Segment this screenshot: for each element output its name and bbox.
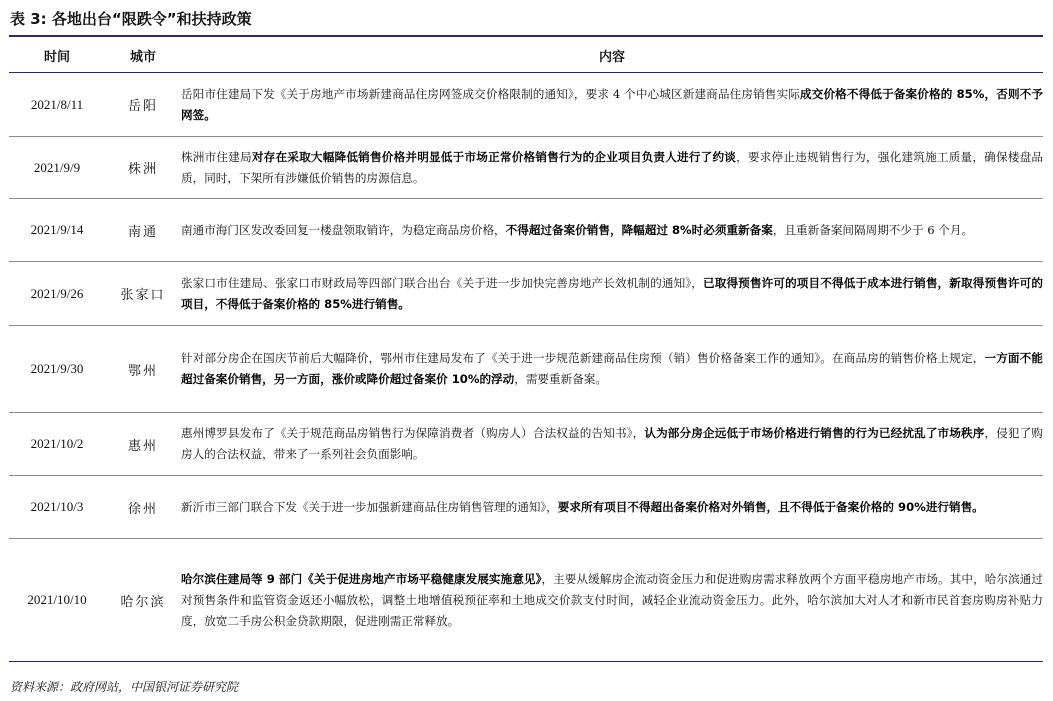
cell-date: 2021/10/10 (9, 539, 105, 662)
content-emphasis: 要求所有项目不得超出备案价格对外销售，且不得低于备案价格的 90%进行销售。 (557, 499, 984, 514)
table-row (9, 137, 1043, 199)
cell-city: 南通 (105, 199, 181, 262)
content-segment: ，主要从缓解房企流动资金压力和促进购房需求释放两个方面平稳房地产市场。其中，哈尔滨通过对预售条件和监管资金返还小幅放松，调整土地增值税预征率和土地成交价款支付时间，减轻企业流动资金压力。此外，哈尔滨加大对人才和新市民首套房购房补贴力度，放宽二手房公积金贷款期限，促进刚需正常释放。 (181, 571, 1043, 628)
table-body (9, 73, 1043, 662)
content-segment: ，且重新备案间隔周期不少于 6 个月。 (772, 222, 974, 237)
cell-city: 徐州 (105, 476, 181, 539)
content-text (181, 270, 1043, 318)
content-segment: 岳阳市住建局下发《关于房地产市场新建商品住房网签成交价格限制的通知》，要求 4 个中心城区新建商品住房销售实际 (181, 86, 800, 101)
policy-table (9, 38, 1043, 662)
content-text (181, 345, 1043, 393)
header-time: 时间 (9, 38, 105, 73)
content-emphasis: 一方面不能超过备案价销售，另一方面，涨价或降价超过备案价 10%的浮动 (181, 351, 1043, 386)
content-text (181, 494, 1043, 521)
content-emphasis: 成交价格不得低于备案价格的 85%，否则不予网签。 (181, 86, 1043, 122)
cell-content (181, 413, 1043, 476)
content-emphasis: 已取得预售许可的项目不得低于成本进行销售，新取得预售许可的项目，不得低于备案价格的 85%进行销售。 (181, 275, 1043, 311)
cell-date: 2021/9/9 (9, 137, 105, 199)
content-segment: ，需要重新备案。 (514, 372, 607, 386)
content-text (181, 566, 1043, 635)
cell-city: 鄂州 (105, 326, 181, 413)
table-row (9, 73, 1043, 137)
table-row (9, 262, 1043, 326)
table-row (9, 413, 1043, 476)
content-text (181, 144, 1043, 192)
cell-date: 2021/9/30 (9, 326, 105, 413)
cell-date: 2021/10/3 (9, 476, 105, 539)
content-segment: 惠州博罗县发布了《关于规范商品房销售行为保障消费者（购房人）合法权益的告知书》， (181, 426, 645, 440)
cell-date: 2021/9/26 (9, 262, 105, 326)
cell-content (181, 199, 1043, 262)
content-emphasis: 认为部分房企远低于市场价格进行销售的行为已经扰乱了市场秩序 (644, 426, 985, 440)
content-segment: 针对部分房企在国庆节前后大幅降价，鄂州市住建局发布了《关于进一步规范新建商品住房预（销）售价格备案工作的通知》。在商品房的销售价格上规定， (181, 351, 985, 365)
content-segment: 张家口市住建局、张家口市财政局等四部门联合出台《关于进一步加快完善房地产长效机制的通知》， (181, 275, 703, 290)
cell-city: 惠州 (105, 413, 181, 476)
cell-date: 2021/8/11 (9, 73, 105, 137)
cell-city: 哈尔滨 (105, 539, 181, 662)
cell-content (181, 137, 1043, 199)
cell-city: 株洲 (105, 137, 181, 199)
cell-content (181, 326, 1043, 413)
table-row (9, 539, 1043, 662)
cell-date: 2021/9/14 (9, 199, 105, 262)
content-segment: ，侵犯了购房人的合法权益，带来了一系列社会负面影响。 (181, 426, 1043, 461)
content-text (181, 81, 1043, 129)
content-emphasis: 对存在采取大幅降低销售价格并明显低于市场正常价格销售行为的企业项目负责人进行了约谈 (251, 149, 737, 164)
cell-content (181, 476, 1043, 539)
content-segment: 株洲市住建局 (181, 149, 252, 164)
table-row (9, 199, 1043, 262)
content-text (181, 420, 1043, 468)
cell-content (181, 262, 1043, 326)
cell-date: 2021/10/2 (9, 413, 105, 476)
source-note: 资料来源：政府网站，中国银河证券研究院 (10, 680, 239, 694)
content-emphasis: 哈尔滨住建局等 9 部门《关于促进房地产市场平稳健康发展实施意见》 (181, 571, 542, 586)
header-city: 城市 (105, 38, 181, 73)
table-title: 表 3: 各地出台“限跌令”和扶持政策 (10, 10, 252, 28)
content-segment: 新沂市三部门联合下发《关于进一步加强新建商品住房销售管理的通知》， (181, 499, 558, 514)
cell-city: 张家口 (105, 262, 181, 326)
content-emphasis: 不得超过备案价销售，降幅超过 8%时必须重新备案 (505, 222, 773, 237)
content-text (181, 217, 1043, 244)
table-row (9, 326, 1043, 413)
title-rule (9, 35, 1043, 37)
cell-city: 岳阳 (105, 73, 181, 137)
content-segment: ，要求停止违规销售行为，强化建筑施工质量，确保楼盘品质，同时，下架所有涉嫌低价销售的房源信息。 (181, 149, 1043, 185)
cell-content (181, 539, 1043, 662)
header-content: 内容 (181, 38, 1043, 73)
table-row (9, 476, 1043, 539)
content-segment: 南通市海门区发改委回复一楼盘领取销许，为稳定商品房价格， (181, 222, 506, 237)
table-header-row (9, 38, 1043, 73)
cell-content (181, 73, 1043, 137)
